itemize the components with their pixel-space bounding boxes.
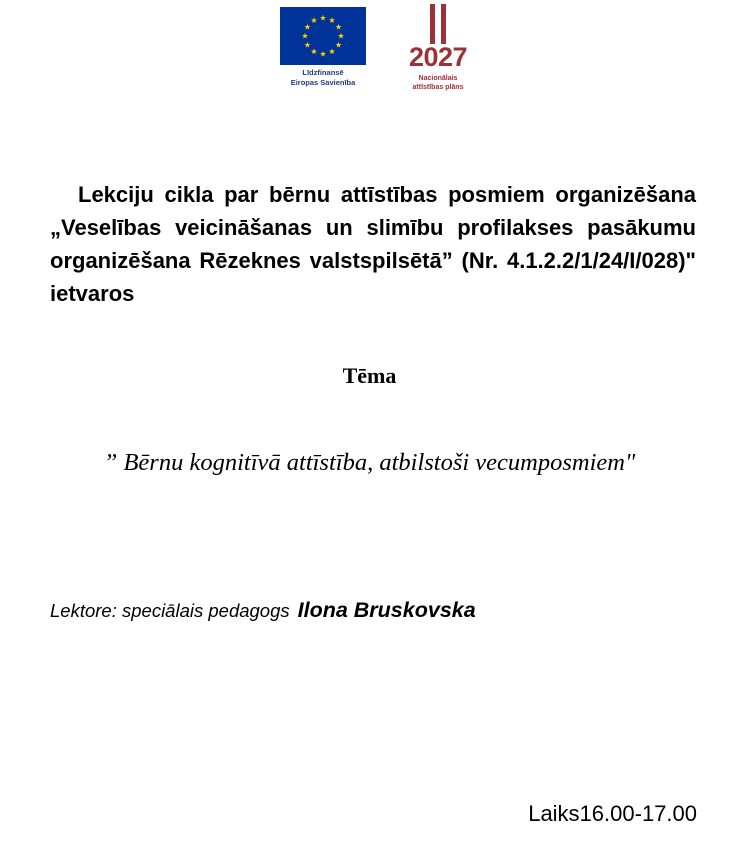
nap-year: 2027 <box>408 42 468 72</box>
nap-logo-caption <box>402 74 474 92</box>
nap-bars-icon <box>426 4 450 44</box>
eu-logo-caption <box>280 68 366 88</box>
lecturer-name: Ilona Bruskovska <box>297 598 476 622</box>
nap-2027-logo <box>402 4 474 96</box>
eu-cofunding-logo <box>280 7 366 95</box>
nap-caption-line1: Nacionālais <box>418 75 458 82</box>
topic-title: ” Bērnu kognitīvā attīstība, atbilstoši vecumposmiem" <box>103 449 636 476</box>
lecture-time: Laiks16.00-17.00 <box>528 801 697 826</box>
nap-caption-line2: attīstības plāns <box>412 84 464 91</box>
lecture-cycle-heading: Lekciju cikla par bērnu attīstības posmiem organizēšana „Veselības veicināšanas un slimību profilakses pasākumu organizēšana Rēzeknes valstspilsētā” (Nr. 4.1.2.2/1/24/I/028)" ietvaros <box>50 182 696 306</box>
lecturer-role: Lektore: speciālais pedagogs <box>50 600 290 621</box>
eu-caption-line2: Eiropas Savienība <box>290 78 356 87</box>
topic-label: Tēma <box>342 363 397 388</box>
eu-flag-icon <box>280 7 366 65</box>
eu-caption-line1: Līdzfinansē <box>302 68 344 77</box>
lecturer-line <box>50 598 710 623</box>
